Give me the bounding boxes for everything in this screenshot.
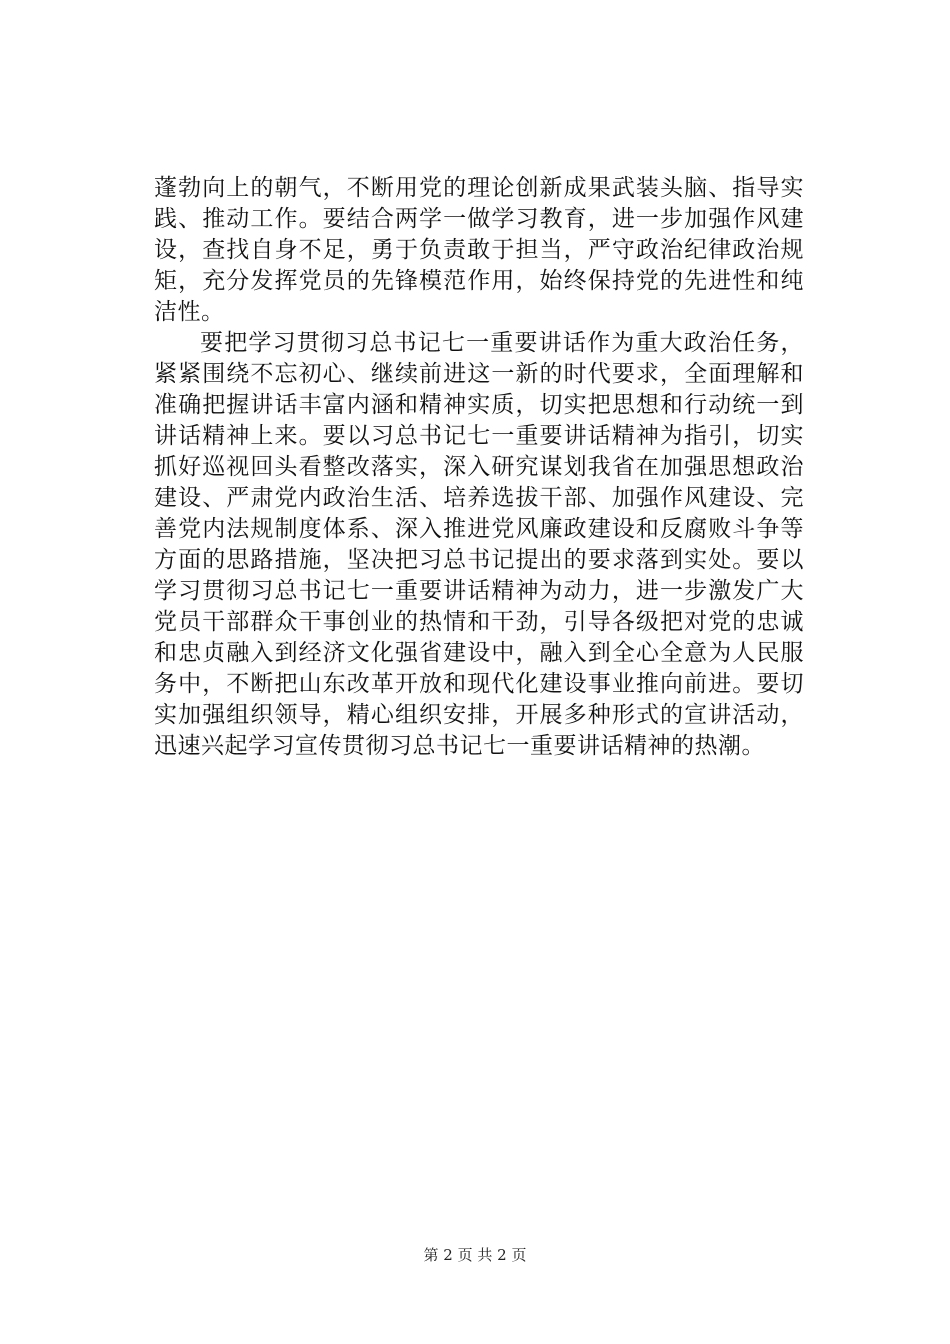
page-number-footer: 第 2 页 共 2 页: [423, 1246, 527, 1264]
text-line: 方面的思路措施，坚决把习总书记提出的要求落到实处。要以: [154, 547, 804, 573]
text-line: 党员干部群众干事创业的热情和干劲，引导各级把对党的忠诚: [154, 609, 804, 635]
paragraph-2: [154, 328, 804, 762]
text-line: 善党内法规制度体系、深入推进党风廉政建设和反腐败斗争等: [154, 516, 804, 542]
text-line: 设，查找自身不足，勇于负责敢于担当，严守政治纪律政治规: [154, 237, 804, 263]
text-line: 要把学习贯彻习总书记七一重要讲话作为重大政治任务，: [200, 330, 804, 356]
text-line: 迅速兴起学习宣传贯彻习总书记七一重要讲话精神的热潮。: [154, 733, 765, 759]
text-line: 矩，充分发挥党员的先锋模范作用，始终保持党的先进性和纯: [154, 268, 804, 294]
text-line: 和忠贞融入到经济文化强省建设中，融入到全心全意为人民服: [154, 640, 804, 666]
text-line: 洁性。: [154, 299, 225, 325]
text-line: 践、推动工作。要结合两学一做学习教育，进一步加强作风建: [154, 206, 804, 232]
text-line: 蓬勃向上的朝气，不断用党的理论创新成果武装头脑、指导实: [154, 175, 804, 201]
text-line: 讲话精神上来。要以习总书记七一重要讲话精神为指引，切实: [154, 423, 804, 449]
text-line: 学习贯彻习总书记七一重要讲话精神为动力，进一步激发广大: [154, 578, 804, 604]
text-line: 务中，不断把山东改革开放和现代化建设事业推向前进。要切: [154, 671, 804, 697]
text-line: 建设、严肃党内政治生活、培养选拔干部、加强作风建设、完: [154, 485, 804, 511]
body-text: [154, 173, 804, 762]
text-line: 准确把握讲话丰富内涵和精神实质，切实把思想和行动统一到: [154, 392, 804, 418]
paragraph-1: [154, 173, 804, 328]
text-line: 抓好巡视回头看整改落实，深入研究谋划我省在加强思想政治: [154, 454, 804, 480]
text-line: 紧紧围绕不忘初心、继续前进这一新的时代要求，全面理解和: [154, 361, 804, 387]
text-line: 实加强组织领导，精心组织安排，开展多种形式的宣讲活动，: [154, 702, 804, 728]
